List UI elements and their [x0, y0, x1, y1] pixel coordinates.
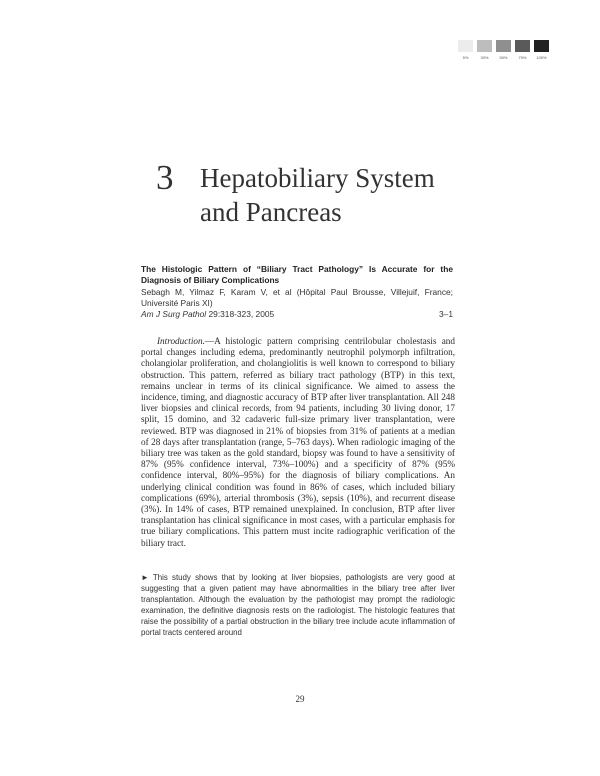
comment-text: This study shows that by looking at liver biopsies, pathologists are very good at suggesting that a given patient may have abnormalities in the biliary tree after liver transplantation. Although the evaluation by the pathologist may prompt the radiologic examination, the definitive diagnosis rests on the radiologist. The histologic features that raise the possibility of a partial obstruction in the biliary tree include acute inflammation of portal tracts centered around: [141, 573, 455, 637]
swatch-label: 100%: [536, 55, 547, 60]
article-citation: [141, 309, 453, 320]
article-authors: Sebagh M, Yilmaz F, Karam V, et al (Hôpital Paul Brousse, Villejuif, France; Université Paris XI): [141, 287, 453, 308]
swatch: [477, 40, 492, 60]
swatch-label: 30%: [480, 55, 489, 60]
journal-name: Am J Surg Pathol: [141, 309, 207, 319]
swatch-box: [477, 40, 492, 52]
swatch-label: 70%: [518, 55, 527, 60]
chapter-title-line: and Pancreas: [200, 197, 342, 227]
color-calibration-swatches: [458, 40, 549, 60]
abstract-body: —A histologic pattern comprising centrilobular cholestasis and portal changes including edema, predominantly neutrophil polymorph infiltration, cholangiolar proliferation, and cholangiolitis is well known to correspond to biliary obstruction. This pattern, referred as biliary tract pathology (BTP) in this text, remains unclear in terms of its clinical significance. We aimed to assess the incidence, timing, and diagnostic accuracy of BTP after liver transplantation. All 248 liver biopsies and clinical records, from 94 patients, including 30 living donor, 17 split, 15 domino, and 32 cadaveric full-size primary liver transplantation, were reviewed. BTP was diagnosed in 21% of biopsies from 31% of patients at a median of 28 days after transplantation (range, 5–763 days). When radiologic imaging of the biliary tree was taken as the gold standard, biopsy was found to have a sensitivity of 87% (95% confidence interval, 73%–100%) and a specificity of 87% (95% confidence interval, 80%–95%) for the diagnosis of biliary complications. An underlying clinical condition was found in 86% of cases, which included biliary complications (69%), arterial thrombosis (3%), sepsis (10%), and recurrent disease (3%). In 14% of cases, BTP remained unexplained. In conclusion, BTP after liver transplantation has clinical significance in most cases, with a particular emphasis for true biliary complications. This pattern must incite radiographic verification of the biliary tract.: [141, 336, 455, 548]
chapter-title-line: Hepatobiliary System: [200, 163, 435, 193]
editorial-comment: [141, 572, 455, 638]
abstract: [141, 336, 455, 549]
abstract-lead: Introduction.: [157, 336, 205, 346]
swatch-box: [496, 40, 511, 52]
swatch-box: [515, 40, 530, 52]
page-number: 29: [295, 694, 305, 704]
swatch: [515, 40, 530, 60]
swatch-label: 50%: [499, 55, 508, 60]
swatch: [458, 40, 473, 60]
comment-marker: ►: [141, 573, 149, 582]
swatch-box: [458, 40, 473, 52]
swatch-label: 5%: [462, 55, 469, 60]
swatch-box: [534, 40, 549, 52]
citation-details: 29:318-323, 2005: [206, 309, 275, 319]
swatch: [534, 40, 549, 60]
reference-number: 3–1: [439, 309, 453, 319]
chapter-title: [200, 161, 435, 229]
article-title: The Histologic Pattern of “Biliary Tract Pathology” Is Accurate for the Diagnosis of Biliary Complications: [141, 264, 453, 285]
chapter-number: 3: [156, 158, 174, 197]
swatch: [496, 40, 511, 60]
chapter-heading: [156, 160, 435, 229]
citation-text: [141, 309, 274, 320]
